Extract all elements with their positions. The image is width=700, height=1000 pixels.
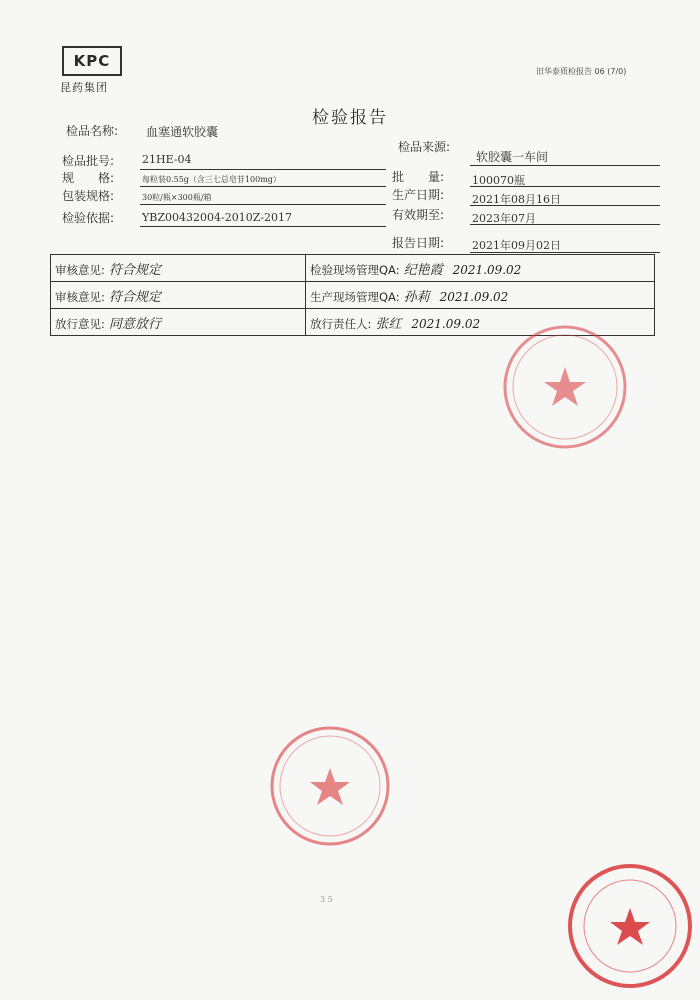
page-title: 检验报告 (312, 108, 388, 128)
underline (470, 165, 660, 166)
logo-text: KPC (73, 52, 111, 70)
product-name-value: 血塞通软胶囊 (146, 125, 219, 139)
signature: 符合规定 (108, 289, 161, 305)
quality-stamp-2 (566, 862, 694, 990)
signature-date: 2021.09.02 (411, 316, 481, 331)
signature-date: 2021.09.02 (439, 289, 509, 304)
source-value: 软胶囊一车间 (476, 150, 549, 164)
review-opinion-label: 审核意见: (55, 289, 105, 304)
testing-qa-cell (306, 255, 655, 282)
underline (470, 252, 660, 253)
production-qa-label: 生产现场管理QA: (310, 289, 400, 304)
underline (470, 224, 660, 225)
report-date-value: 2021年09月02日 (472, 239, 561, 252)
signature: 孙莉 (403, 289, 430, 305)
spec-label: 规 格: (62, 171, 115, 185)
package-label: 包装规格: (62, 189, 115, 203)
quality-stamp-1 (500, 322, 630, 452)
signature: 纪艳霞 (403, 262, 443, 278)
basis-value: YBZ00432004-2010Z-2017 (142, 211, 293, 224)
mfg-date-label: 生产日期: (392, 188, 445, 202)
underline (470, 205, 660, 206)
underline (140, 169, 386, 170)
batch-no-label: 检品批号: (62, 154, 115, 168)
company-logo (62, 46, 122, 76)
report-stamp (268, 724, 392, 848)
source-label: 检品来源: (398, 140, 451, 154)
signature-date: 2021.09.02 (452, 262, 522, 277)
mfg-date-value: 2021年08月16日 (472, 193, 561, 206)
release-opinion-cell (51, 309, 306, 336)
product-name-label: 检品名称: (66, 124, 119, 138)
release-responsible-label: 放行责任人: (310, 316, 372, 331)
underline (140, 226, 386, 227)
report-date-label: 报告日期: (392, 236, 445, 250)
package-value: 30粒/瓶×300瓶/箱 (142, 193, 212, 202)
basis-label: 检验依据: (62, 211, 115, 225)
signature: 同意放行 (108, 316, 161, 332)
review-opinion-cell (51, 282, 306, 309)
logo-subtitle: 昆药集团 (60, 81, 108, 94)
quantity-label: 批 量: (392, 170, 445, 184)
underline (140, 186, 386, 187)
page-number: 3 5 (320, 895, 333, 904)
expiry-label: 有效期至: (392, 208, 445, 222)
quantity-value: 100070瓶 (472, 174, 525, 187)
spec-value: 每粒装0.55g（含三七总皂苷100mg） (142, 175, 281, 184)
batch-no-value: 21HE-04 (142, 153, 192, 166)
expiry-value: 2023年07月 (472, 212, 536, 225)
underline (140, 204, 386, 205)
underline (470, 186, 660, 187)
review-opinion-label: 审核意见: (55, 262, 105, 277)
signature: 张红 (375, 316, 402, 332)
signature: 符合规定 (108, 262, 161, 278)
release-opinion-label: 放行意见: (55, 316, 105, 331)
document-reference: 旧华泰质检报告 06 (7/0) (536, 67, 627, 76)
testing-qa-label: 检验现场管理QA: (310, 262, 400, 277)
review-opinion-cell (51, 255, 306, 282)
table-row (51, 282, 655, 309)
table-row (51, 255, 655, 282)
production-qa-cell (306, 282, 655, 309)
